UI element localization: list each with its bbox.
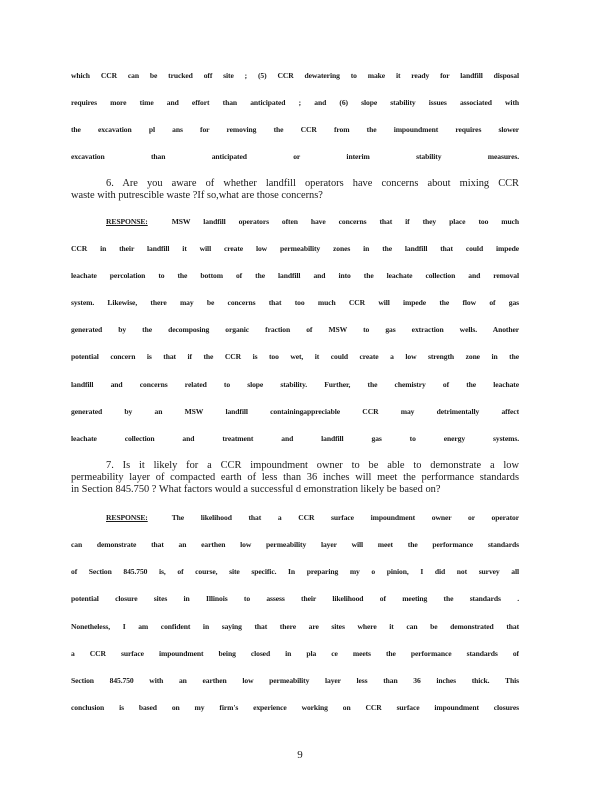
response-6-first-line [106,217,519,227]
response-6-line-3: system. Likewise, there may be concerns that too much CCR will impede the flow of gas [71,298,519,307]
question-7-line-3: in Section 845.750 ? What factors would a successful d emonstration likely be based on? [71,484,441,495]
response-6-line-8: leachate collection and treatment and landfill gas to energy systems. [71,434,519,443]
response-7-label: RESPONSE: [106,513,148,522]
response-7-first-line [106,513,519,523]
response-7-line-5: a CCR surface impoundment being closed in pla ce meets the performance standards of [71,649,519,658]
response-7-line-7: conclusion is based on my firm's experience working on CCR surface impoundment closures [71,703,519,712]
continuation-line-2: requires more time and effort than anticipated ; and (6) slope stability issues associated with [71,98,519,107]
response-6-line-6: landfill and concerns related to slope stability. Further, the chemistry of the leachate [71,380,519,389]
continuation-line-3: the excavation pl ans for removing the CCR from the impoundment requires slower [71,125,519,134]
response-7-line-3: potential closure sites in Illinois to assess their likelihood of meeting the standards . [71,594,519,603]
response-7-line-2: of Section 845.750 is, of course, site specific. In preparing my o pinion, I did not survey all [71,567,519,576]
continuation-line-1: which CCR can be trucked off site ; (5) CCR dewatering to make it ready for landfill disposal [71,71,519,80]
question-6-line-1: 6. Are you aware of whether landfill operators have concerns about mixing CCR [106,178,519,189]
response-6-line-2: leachate percolation to the bottom of the landfill and into the leachate collection and removal [71,271,519,280]
response-7-line-6: Section 845.750 with an earthen low permeability layer less than 36 inches thick. This [71,676,519,685]
question-7-line-2: permeability layer of compacted earth of less than 36 inches will meet the performance standards [71,472,519,483]
response-6-label: RESPONSE: [106,217,148,226]
continuation-line-4: excavation than anticipated or interim stability measures. [71,152,519,161]
page-number: 9 [297,749,303,761]
response-6-line-1: CCR in their landfill it will create low permeability zones in the landfill that could impede [71,244,519,253]
response-6-line-7: generated by an MSW landfill containingappreciable CCR may detrimentally affect [71,407,519,416]
question-7-line-1: 7. Is it likely for a CCR impoundment owner to be able to demonstrate a low [106,460,519,471]
response-7-line-1: can demonstrate that an earthen low permeability layer will meet the performance standards [71,540,519,549]
response-7-line-4: Nonetheless, I am confident in saying that there are sites where it can be demonstrated that [71,622,519,631]
response-6-line-4: generated by the decomposing organic fraction of MSW to gas extraction wells. Another [71,325,519,334]
response-6-first-text: MSW landfill operators often have concerns that if they place too much [171,217,519,226]
response-6-line-5: potential concern is that if the CCR is too wet, it could create a low strength zone in the [71,352,519,361]
question-6-line-2: waste with putrescible waste ?If so,what are those concerns? [71,190,323,201]
response-7-first-text: The likelihood that a CCR surface impoundment owner or operator [171,513,519,522]
